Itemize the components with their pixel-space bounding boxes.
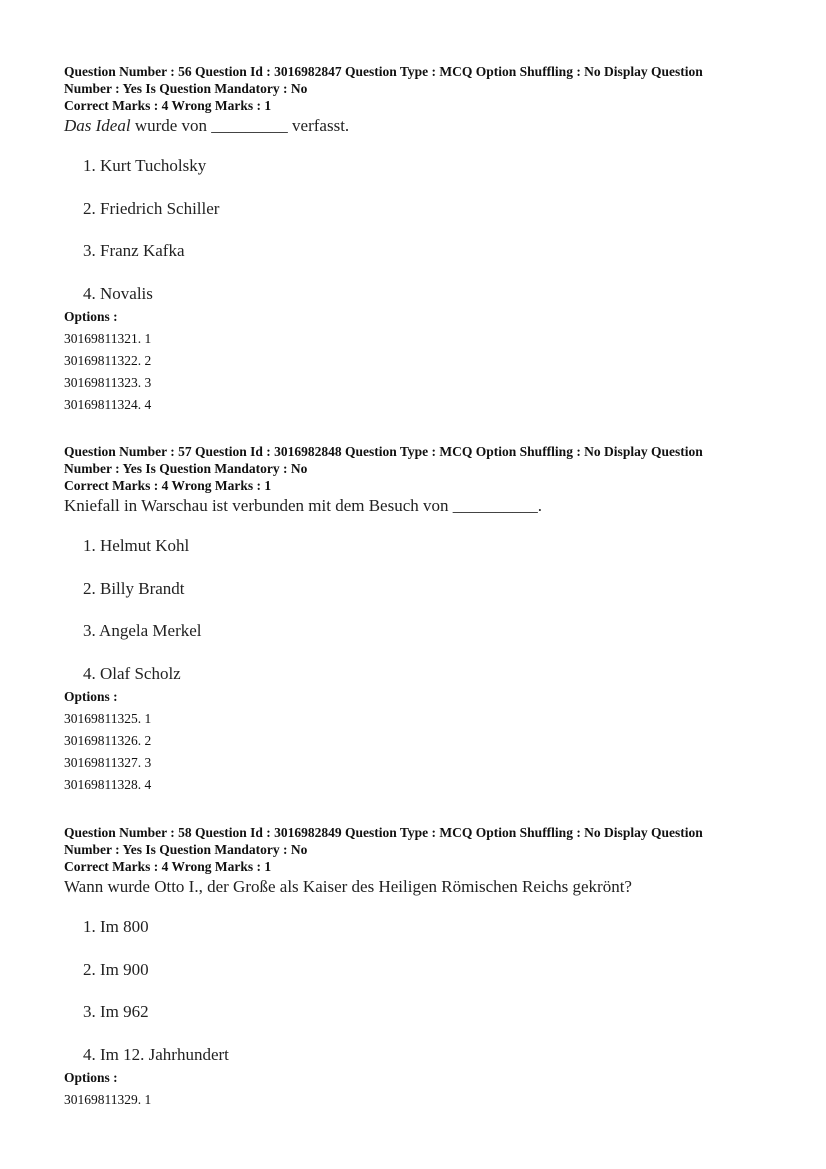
question-meta-line1: Question Number : 57 Question Id : 3016982848 Question Type : MCQ Option Shuffling : No Display Question	[64, 444, 703, 459]
option-id: 30169811328. 4	[64, 776, 152, 792]
question-stem: Wann wurde Otto I., der Große als Kaiser des Heiligen Römischen Reichs gekrönt?	[64, 877, 632, 896]
question-header	[64, 443, 774, 494]
question-58	[64, 824, 774, 1108]
choice-item: 1. Kurt Tucholsky	[83, 156, 207, 175]
option-id: 30169811326. 2	[64, 732, 152, 748]
choice-list	[64, 155, 774, 305]
question-57	[64, 443, 774, 793]
question-marks: Correct Marks : 4 Wrong Marks : 1	[64, 478, 272, 493]
option-id: 30169811321. 1	[64, 330, 152, 346]
option-id: 30169811324. 4	[64, 396, 152, 412]
choice-item: 4. Olaf Scholz	[83, 663, 181, 683]
stem-title: Das Ideal	[64, 116, 131, 135]
choice-item: 2. Friedrich Schiller	[83, 198, 220, 218]
option-id: 30169811329. 1	[64, 1091, 152, 1107]
question-meta-line1: Question Number : 56 Question Id : 3016982847 Question Type : MCQ Option Shuffling : No Display Question	[64, 64, 703, 79]
question-marks: Correct Marks : 4 Wrong Marks : 1	[64, 98, 272, 113]
choice-item: 3. Im 962	[83, 1002, 149, 1021]
stem-text: wurde von _________ verfasst.	[130, 116, 350, 135]
question-meta-line2: Number : Yes Is Question Mandatory : No	[64, 461, 308, 476]
question-stem	[64, 115, 774, 137]
option-id: 30169811323. 3	[64, 374, 152, 390]
question-meta-line1: Question Number : 58 Question Id : 3016982849 Question Type : MCQ Option Shuffling : No Display Question	[64, 825, 703, 840]
question-marks: Correct Marks : 4 Wrong Marks : 1	[64, 859, 272, 874]
question-meta-line2: Number : Yes Is Question Mandatory : No	[64, 81, 308, 96]
question-header	[64, 824, 774, 875]
question-meta-line2: Number : Yes Is Question Mandatory : No	[64, 842, 308, 857]
choice-item: 3. Franz Kafka	[83, 241, 185, 260]
choice-item: 4. Novalis	[83, 283, 153, 303]
option-id: 30169811327. 3	[64, 754, 152, 770]
options-label: Options :	[64, 688, 118, 704]
choice-item: 2. Im 900	[83, 959, 149, 979]
choice-item: 2. Billy Brandt	[83, 578, 185, 598]
question-header	[64, 63, 774, 114]
choice-list	[64, 535, 774, 685]
option-id: 30169811325. 1	[64, 710, 152, 726]
question-56	[64, 63, 774, 413]
choice-list	[64, 916, 774, 1066]
choice-item: 1. Im 800	[83, 917, 149, 936]
options-label: Options :	[64, 308, 118, 324]
options-label: Options :	[64, 1069, 118, 1085]
choice-item: 4. Im 12. Jahrhundert	[83, 1044, 229, 1064]
choice-item: 3. Angela Merkel	[83, 621, 202, 640]
choice-item: 1. Helmut Kohl	[83, 536, 190, 555]
question-stem: Kniefall in Warschau ist verbunden mit dem Besuch von __________.	[64, 496, 543, 515]
option-id: 30169811322. 2	[64, 352, 152, 368]
